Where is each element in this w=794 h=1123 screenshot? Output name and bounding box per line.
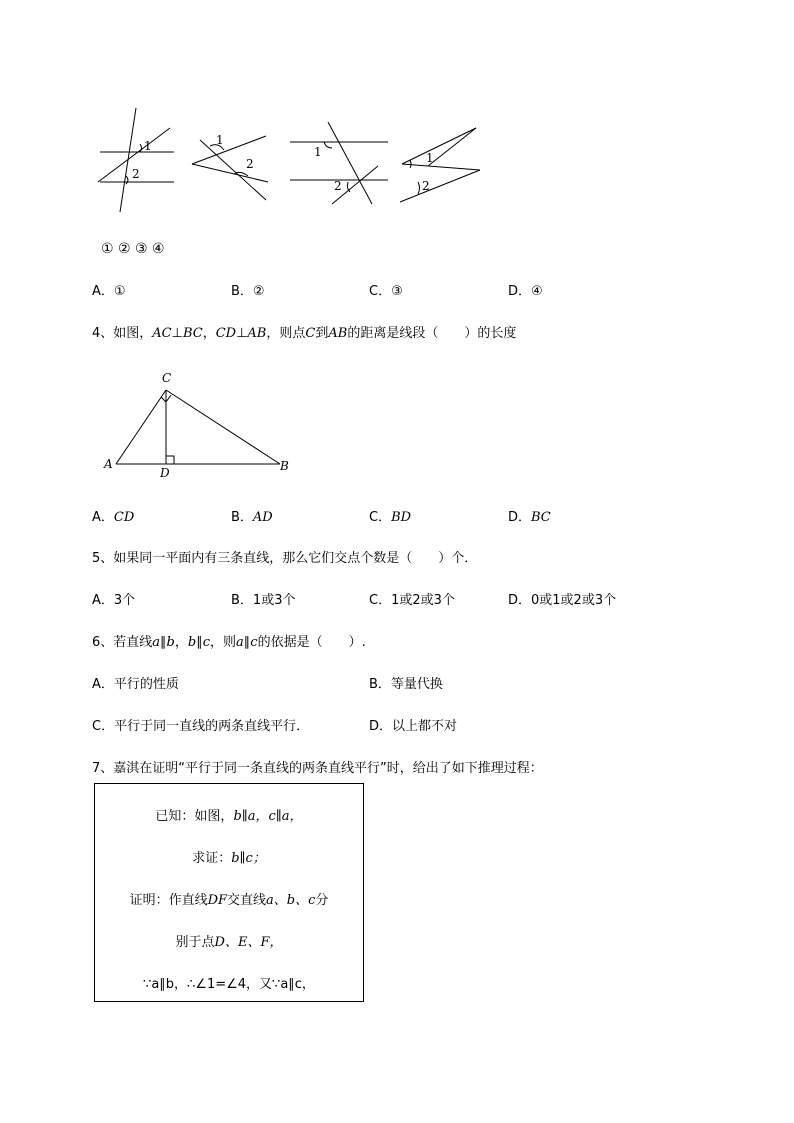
fig4-angle2-label: 2 bbox=[422, 179, 430, 193]
q4-var: CD bbox=[215, 326, 237, 341]
q4-option-c bbox=[369, 510, 411, 526]
option-text: ④ bbox=[531, 284, 543, 299]
fig1-angle1-label: 1 bbox=[144, 139, 152, 153]
fig1-angle2-label: 2 bbox=[132, 167, 140, 181]
q4-option-d bbox=[508, 510, 551, 526]
option-text: 平行的性质 bbox=[113, 677, 179, 692]
q6-option-c bbox=[92, 719, 309, 735]
q6-var: c bbox=[202, 635, 210, 650]
proof-line-points bbox=[95, 935, 363, 951]
option-key: B． bbox=[369, 677, 391, 692]
option-text: ① bbox=[113, 284, 126, 299]
proof-text: 求证： bbox=[192, 851, 232, 866]
option-key: B． bbox=[231, 284, 253, 299]
proof-math: b∥c； bbox=[231, 851, 266, 866]
q5-option-a bbox=[92, 593, 135, 609]
option-key: C． bbox=[369, 284, 392, 299]
fig4-angle1-label: 1 bbox=[426, 151, 434, 165]
q5-stem: 5、如果同一平面内有三条直线，那么它们交点个数是（ ）个． bbox=[92, 551, 478, 566]
option-text: 0或1或2或3个 bbox=[531, 593, 617, 608]
figure-1 bbox=[98, 108, 174, 212]
q4-stem-text: ⊥ bbox=[171, 326, 183, 341]
q6-var: c bbox=[250, 635, 258, 650]
proof-text: 别于点 bbox=[175, 935, 215, 950]
option-text: ② bbox=[252, 284, 265, 299]
option-text: 以上都不对 bbox=[392, 719, 458, 734]
option-text: 等量代换 bbox=[390, 677, 443, 692]
q4-var: C bbox=[305, 326, 316, 341]
q4-option-b bbox=[231, 510, 273, 526]
label-b: B bbox=[280, 459, 289, 473]
figure-2 bbox=[192, 136, 268, 200]
q4-var: AB bbox=[328, 326, 348, 341]
option-key: D． bbox=[508, 593, 532, 608]
q4-var: AB bbox=[247, 326, 267, 341]
proof-text: 分 bbox=[315, 893, 329, 908]
triangle-figure bbox=[100, 368, 300, 480]
proof-box bbox=[94, 783, 364, 1002]
q6-stem-text: 6、若直线 bbox=[92, 635, 153, 650]
option-key: B． bbox=[231, 593, 253, 608]
option-text: ③ bbox=[391, 284, 403, 299]
option-key: A． bbox=[92, 677, 114, 692]
option-key: B． bbox=[231, 510, 253, 525]
q6-var: a bbox=[236, 635, 244, 650]
q6-stem-text: 的依据是（ ）. bbox=[257, 635, 366, 650]
q4-stem-text: ，则点 bbox=[266, 326, 306, 341]
proof-text: 证明：作直线 bbox=[129, 893, 208, 908]
label-d: D bbox=[160, 466, 170, 480]
option-text: 1或2或3个 bbox=[391, 593, 455, 608]
label-a: A bbox=[104, 457, 113, 471]
proof-math: a、b、c bbox=[266, 893, 316, 908]
q6-var: b bbox=[187, 635, 197, 650]
q3-option-b bbox=[231, 284, 265, 300]
q6-option-a bbox=[92, 677, 179, 693]
q3-option-c bbox=[369, 284, 403, 300]
q5-option-d bbox=[508, 593, 616, 609]
proof-line-proof bbox=[95, 893, 363, 909]
q6-option-b bbox=[369, 677, 443, 693]
fig3-angle1-label: 1 bbox=[314, 145, 322, 159]
option-key: A． bbox=[92, 593, 114, 608]
angle-figures bbox=[88, 100, 498, 222]
proof-line-prove bbox=[95, 851, 363, 867]
q4-stem-text: ， bbox=[202, 326, 216, 341]
q4-option-a bbox=[92, 510, 134, 526]
option-key: D． bbox=[508, 284, 532, 299]
q3-option-a bbox=[92, 284, 126, 300]
option-text: 3个 bbox=[113, 593, 136, 608]
option-key: C． bbox=[369, 510, 392, 525]
q4-stem-text: 到 bbox=[315, 326, 329, 341]
proof-math: DF bbox=[207, 893, 228, 908]
option-key: D． bbox=[369, 719, 393, 734]
option-text: CD bbox=[113, 510, 135, 525]
q4-stem-text: ⊥ bbox=[236, 326, 248, 341]
option-key: C． bbox=[369, 593, 392, 608]
q7-stem: 7、嘉淇在证明“平行于同一条直线的两条直线平行”时，给出了如下推理过程： bbox=[92, 761, 543, 776]
fig2-angle2-label: 2 bbox=[246, 157, 254, 171]
label-c: C bbox=[162, 371, 172, 385]
q5-option-c bbox=[369, 593, 455, 609]
proof-math: D、E、F， bbox=[214, 935, 283, 950]
figure-caption: ① ② ③ ④ bbox=[101, 241, 165, 257]
option-text: AD bbox=[252, 510, 273, 525]
q4-var: AC bbox=[152, 326, 172, 341]
option-text: BD bbox=[391, 510, 412, 525]
fig2-angle1-label: 1 bbox=[216, 133, 224, 147]
q6-stem-text: ∥ bbox=[243, 635, 251, 650]
option-key: A． bbox=[92, 284, 114, 299]
figure-4 bbox=[400, 128, 480, 202]
proof-text: 已知：如图， bbox=[155, 809, 234, 824]
q4-var: BC bbox=[182, 326, 203, 341]
q6-var: a bbox=[152, 635, 161, 650]
proof-text: ∵a∥b，∴∠1=∠4，又∵a∥c， bbox=[143, 977, 315, 992]
q3-option-d bbox=[508, 284, 543, 300]
option-text: 平行于同一直线的两条直线平行． bbox=[114, 719, 310, 734]
q6-var: b bbox=[166, 635, 175, 650]
proof-text: 交直线 bbox=[227, 893, 267, 908]
proof-math: b∥a，c∥a， bbox=[233, 809, 303, 824]
option-text: 1或3个 bbox=[252, 593, 296, 608]
q6-option-d bbox=[369, 719, 457, 735]
q4-stem-text: 的距离是线段（ ）的长度 bbox=[347, 326, 517, 341]
q4-stem-text: 4、如图， bbox=[92, 326, 153, 341]
q4-stem bbox=[92, 326, 516, 342]
q6-stem bbox=[92, 635, 366, 651]
option-key: A． bbox=[92, 510, 114, 525]
fig3-angle2-label: 2 bbox=[334, 179, 342, 193]
q6-stem-text: ∥ bbox=[196, 635, 203, 650]
option-text: BC bbox=[531, 510, 551, 525]
proof-line-because bbox=[95, 977, 363, 993]
q6-stem-text: ， bbox=[174, 635, 188, 650]
q6-stem-text: ，则 bbox=[210, 635, 237, 650]
q6-stem-text: ∥ bbox=[160, 635, 167, 650]
option-key: C． bbox=[92, 719, 115, 734]
q5-option-b bbox=[231, 593, 295, 609]
option-key: D． bbox=[508, 510, 532, 525]
proof-line-given bbox=[95, 809, 363, 825]
